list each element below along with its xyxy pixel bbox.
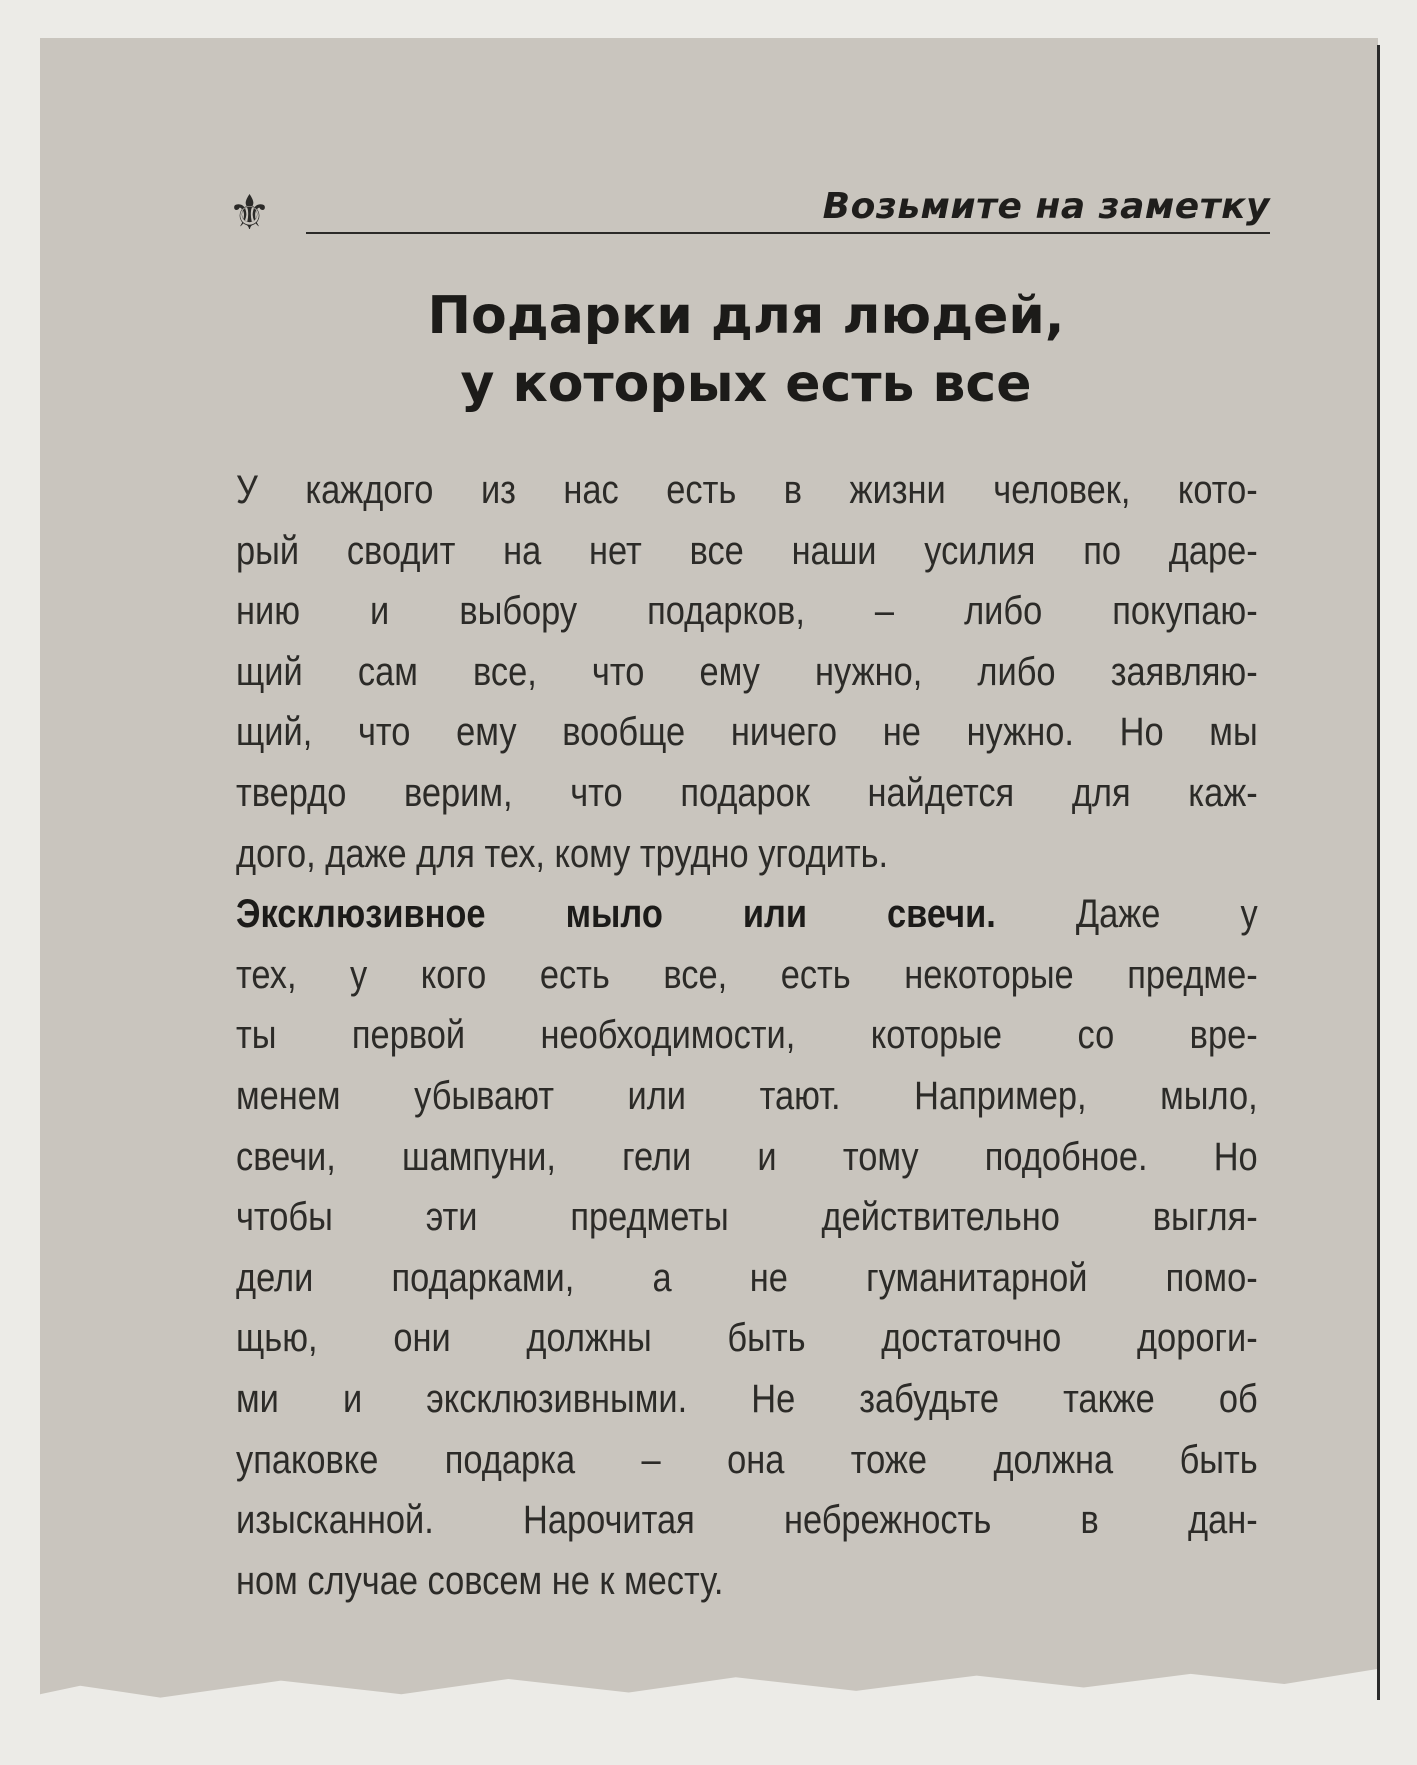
- body-line: упаковке подарка – она тоже должна быть: [236, 1437, 1258, 1482]
- body-line: изысканной. Нарочитая небрежность в дан-: [236, 1498, 1258, 1543]
- body-line: твердо верим, что подарок найдется для каж-: [236, 770, 1258, 815]
- body-line: менем убывают или тают. Например, мыло,: [236, 1073, 1258, 1118]
- body-line: чтобы эти предметы действительно выгля-: [236, 1195, 1258, 1240]
- body-line: щью, они должны быть достаточно дороги-: [236, 1316, 1258, 1361]
- body-line: дели подарками, а не гуманитарной помо-: [236, 1255, 1258, 1300]
- title-line: Подарки для людей,: [427, 286, 1065, 346]
- body-line: рый сводит на нет все наши усилия по даре-: [236, 528, 1258, 573]
- body-line: щий, что ему вообще ничего не нужно. Но мы: [236, 710, 1258, 755]
- paragraph-lead-line: [236, 884, 1258, 945]
- body-line: тех, у кого есть все, есть некоторые предме-: [236, 952, 1258, 997]
- body-line: свечи, шампуни, гели и тому подобное. Но: [236, 1134, 1258, 1179]
- body-line: дого, даже для тех, кому трудно угодить.: [236, 831, 889, 876]
- paragraph-lead-rest: Даже у: [995, 892, 1258, 937]
- body-line: ми и эксклюзивными. Не забудьте также об: [236, 1376, 1258, 1421]
- article-body: [236, 460, 1258, 1611]
- body-line: У каждого из нас есть в жизни человек, кото-: [236, 468, 1258, 512]
- body-line: ты первой необходимости, которые со вре-: [236, 1013, 1258, 1058]
- column-rule: [1377, 45, 1380, 1700]
- body-line: ном случае совсем не к месту.: [236, 1558, 724, 1603]
- fleur-de-lis-icon: ⚜: [228, 187, 272, 240]
- body-line: щий сам все, что ему нужно, либо заявляю-: [236, 649, 1258, 694]
- rubric-label: Возьмите на заметку: [822, 186, 1270, 227]
- paragraph-heading: Эксклюзивное мыло или свечи.: [236, 892, 996, 937]
- header-divider: [306, 232, 1270, 234]
- title-line: у которых есть все: [460, 354, 1032, 414]
- body-line: нию и выбору подарков, – либо покупаю-: [236, 589, 1258, 634]
- section-header: [228, 180, 1270, 250]
- article-title: [236, 282, 1256, 418]
